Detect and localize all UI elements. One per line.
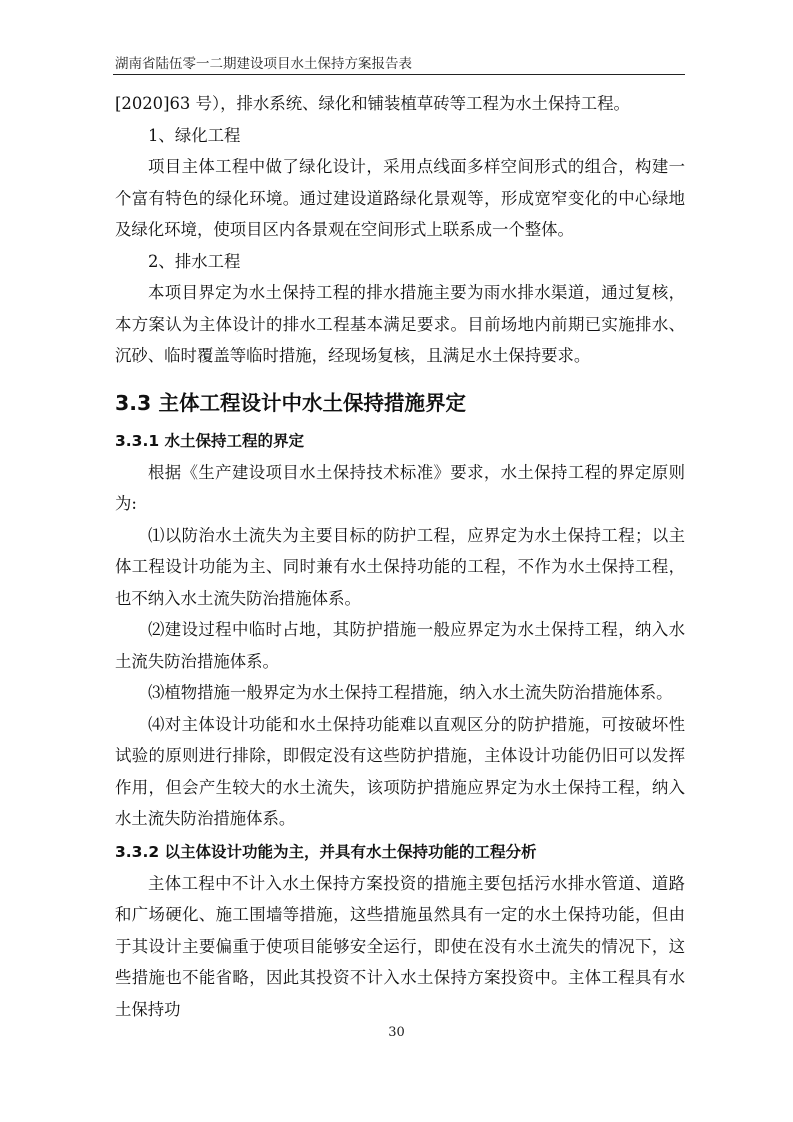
subsection-heading-3-3-2: 3.3.2 以主体设计功能为主，并具有水土保持功能的工程分析 (115, 842, 537, 861)
criteria-item-1: ⑴以防治水土流失为主要目标的防护工程，应界定为水土保持工程；以主体工程设计功能为主、同时兼有水土保持功能的工程，不作为水土保持工程，也不纳入水土流失防治措施体系。 (115, 525, 685, 608)
criteria-item-4: ⑷对主体设计功能和水土保持功能难以直观区分的防护措施，可按破坏性试验的原则进行排除，即假定没有这些防护措施，主体设计功能仍旧可以发挥作用，但会产生较大的水土流失，该项防护措施应界定为水土保持工程，纳入水土流失防治措施体系。 (115, 714, 685, 828)
paragraph-drainage: 本项目界定为水土保持工程的排水措施主要为雨水排水渠道，通过复核，本方案认为主体设计的排水工程基本满足要求。目前场地内前期已实施排水、沉砂、临时覆盖等临时措施，经现场复核，且满足水土保持要求。 (115, 283, 685, 365)
subsection-heading-greening: 1、绿化工程 (148, 125, 241, 145)
criteria-item-3: ⑶植物措施一般界定为水土保持工程措施，纳入水土流失防治措施体系。 (148, 683, 673, 702)
section-heading-3-3: 3.3 主体工程设计中水土保持措施界定 (115, 390, 466, 415)
subsection-heading-drainage: 2、排水工程 (148, 251, 241, 271)
criteria-item-2: ⑵建设过程中临时占地，其防护措施一般应界定为水土保持工程，纳入水土流失防治措施体系。 (115, 620, 685, 671)
paragraph-criteria-intro: 根据《生产建设项目水土保持技术标准》要求，水土保持工程的界定原则为: (115, 462, 685, 513)
header-divider (113, 74, 685, 75)
page-number: 30 (388, 1025, 405, 1040)
paragraph-continued: [2020]63 号），排水系统、绿化和铺装植草砖等工程为水土保持工程。 (115, 94, 630, 113)
subsection-heading-3-3-1: 3.3.1 水土保持工程的界定 (115, 431, 305, 450)
paragraph-greening: 项目主体工程中做了绿化设计，采用点线面多样空间形式的组合，构建一个富有特色的绿化环境。通过建设道路绿化景观等，形成宽窄变化的中心绿地及绿化环境，使项目区内各景观在空间形式上联系成一个整体。 (115, 157, 685, 239)
running-header: 湖南省陆伍零一二期建设项目水土保持方案报告表 (115, 56, 412, 72)
paragraph-analysis: 主体工程中不计入水土保持方案投资的措施主要包括污水排水管道、道路和广场硬化、施工围墙等措施，这些措施虽然具有一定的水土保持功能，但由于其设计主要偏重于使项目能够安全运行，即使在没有水土流失的情况下，这些措施也不能省略，因此其投资不计入水土保持方案投资中。主体工程具有水土保持功 (115, 873, 685, 1019)
page-body (115, 88, 685, 1025)
